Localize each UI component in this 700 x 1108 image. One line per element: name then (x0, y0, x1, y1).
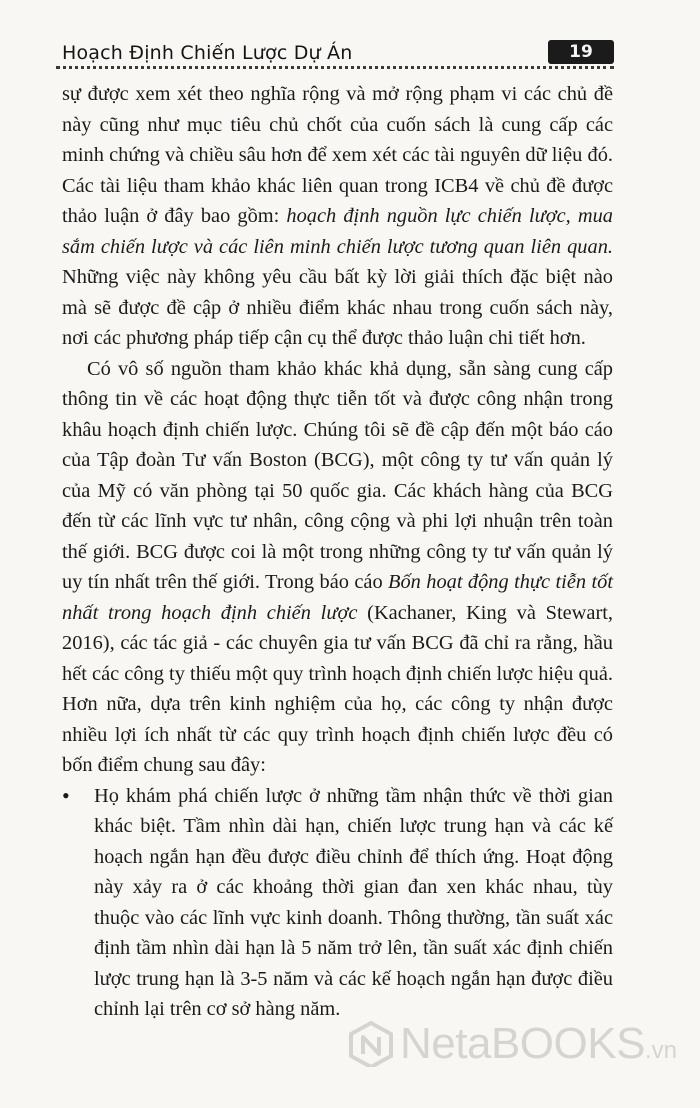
bullet-item (62, 781, 613, 1025)
text-segment: (Kachaner, King và Stewart, 2016), các tác giả - các chuyên gia tư vấn BCG đã chỉ ra rằng, hầu hết các công ty thiếu một quy trình hoạch định chiến lược hiệu quả. Hơn nữa, dựa trên kinh nghiệm của họ, các công ty nhận được nhiều lợi ích nhất từ các quy trình hoạch định chiến lược đều có bốn điểm chung sau đây: (62, 601, 613, 776)
body-text (62, 79, 613, 1025)
running-header (54, 38, 614, 68)
text-segment: Những việc này không yêu cầu bất kỳ lời giải thích đặc biệt nào mà sẽ được đề cập ở nhiều điểm khác nhau trong cuốn sách này, nơi các phương pháp tiếp cận cụ thể được thảo luận chi tiết hơn. (62, 266, 613, 349)
paragraph-1 (62, 79, 613, 354)
neta-n-logo-icon (348, 1021, 394, 1067)
italic-text-segment: hoạch định nguồn lực chiến lược, mua sắm chiến lược và các liên minh chiến lược tương quan liên quan. (62, 205, 613, 258)
watermark-suffix: .vn (644, 1037, 677, 1064)
watermark-text (400, 1019, 677, 1069)
chapter-title: Hoạch Định Chiến Lược Dự Án (62, 42, 353, 64)
page-number-badge: 19 (548, 40, 614, 64)
watermark-brand: NetaBOOKS (400, 1019, 645, 1068)
paragraph-2 (62, 354, 613, 781)
bullet-text: Họ khám phá chiến lược ở những tầm nhận thức về thời gian khác biệt. Tầm nhìn dài hạn, chiến lược trung hạn và các kế hoạch ngắn hạn đều được điều chỉnh để thích ứng. Hoạt động này xảy ra ở các khoảng thời gian đan xen khác nhau, tùy thuộc vào các lĩnh vực kinh doanh. Thông thường, tần suất xác định tầm nhìn dài hạn là 5 năm trở lên, tần suất xác định chiến lược trung hạn là 3-5 năm và các kế hoạch ngắn hạn được điều chỉnh lại trên cơ sở hàng năm. (94, 784, 613, 1020)
netabooks-watermark (348, 1017, 688, 1077)
text-segment: sự được xem xét theo nghĩa rộng và mở rộng phạm vi các chủ đề này cũng như mục tiêu chủ chốt của cuốn sách là cung cấp các minh chứng và chiều sâu hơn để xem xét các tài nguyên dữ liệu đó. Các tài liệu tham khảo khác liên quan trong ICB4 về chủ đề được thảo luận ở đây bao gồm: (62, 83, 613, 227)
text-segment: Có vô số nguồn tham khảo khác khả dụng, sẵn sàng cung cấp thông tin về các hoạt động thực tiễn tốt và được công nhận trong khâu hoạch định chiến lược. Chúng tôi sẽ đề cập đến một báo cáo của Tập đoàn Tư vấn Boston (BCG), một công ty tư vấn quản lý của Mỹ có văn phòng tại 50 quốc gia. Các khách hàng của BCG đến từ các lĩnh vực tư nhân, công cộng và phi lợi nhuận trên toàn thế giới. BCG được coi là một trong những công ty tư vấn quản lý uy tín nhất trên thế giới. Trong báo cáo (62, 357, 613, 593)
header-dotted-divider (56, 66, 614, 69)
italic-report-title: Bốn hoạt động thực tiễn tốt nhất trong hoạch định chiến lược (62, 571, 613, 624)
bullet-icon: • (62, 782, 70, 808)
